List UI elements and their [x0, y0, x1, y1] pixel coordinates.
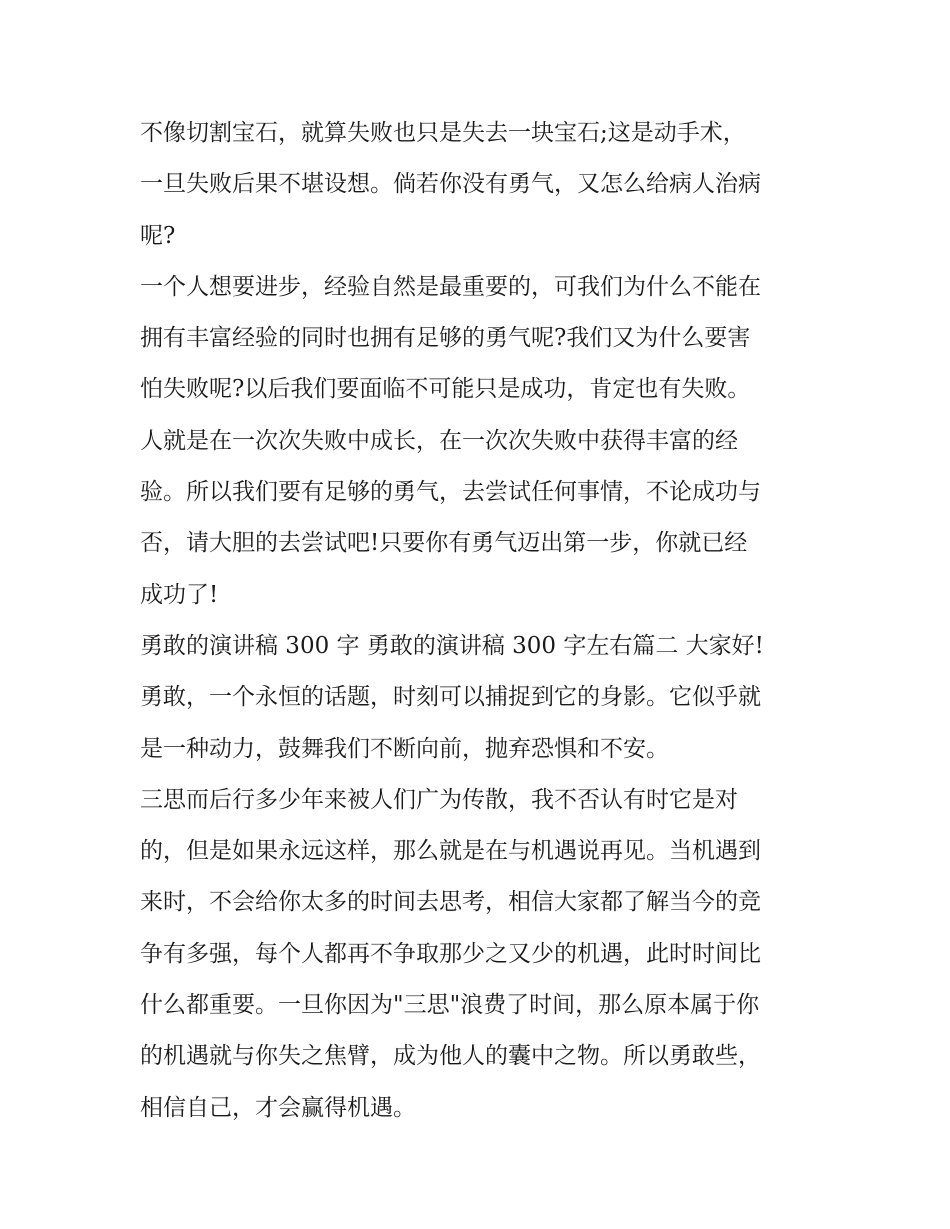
- body-text: [140, 108, 820, 1134]
- text-line: 什么都重要。一旦你因为"三思"浪费了时间，那么原本属于你: [140, 992, 760, 1019]
- text-line: 勇敢，一个永恒的话题，时刻可以捕捉到它的身影。它似乎就: [140, 684, 761, 711]
- text-line: 相信自己，才会赢得机遇。: [140, 1094, 416, 1121]
- text-line: 怕失败呢?以后我们要面临不可能只是成功，肯定也有失败。: [140, 376, 751, 403]
- text-line: 拥有丰富经验的同时也拥有足够的勇气呢?我们又为什么要害: [140, 325, 751, 352]
- text-line: 不像切割宝石，就算失败也只是失去一块宝石;这是动手术，: [140, 120, 746, 146]
- text-line: 的，但是如果永远这样，那么就是在与机遇说再见。当机遇到: [140, 838, 761, 865]
- text-line: 验。所以我们要有足够的勇气，去尝试任何事情，不论成功与: [140, 479, 761, 506]
- text-line: 呢?: [140, 222, 176, 249]
- text-line: 一旦失败后果不堪设想。倘若你没有勇气，又怎么给病人治病: [140, 171, 761, 198]
- text-line: 一个人想要进步，经验自然是最重要的，可我们为什么不能在: [140, 273, 761, 300]
- text-line: 三思而后行多少年来被人们广为传散，我不否认有时它是对: [140, 786, 738, 813]
- text-line: 人就是在一次次失败中成长，在一次次失败中获得丰富的经: [140, 427, 738, 454]
- text-line: 是一种动力，鼓舞我们不断向前，抛弃恐惧和不安。: [140, 735, 669, 762]
- text-line: 来时，不会给你太多的时间去思考，相信大家都了解当今的竞: [140, 889, 761, 916]
- section-heading-line: 勇敢的演讲稿 300 字 勇敢的演讲稿 300 字左右篇二 大家好!: [140, 632, 764, 659]
- text-line: 成功了!: [140, 581, 219, 608]
- text-line: 争有多强，每个人都再不争取那少之又少的机遇，此时时间比: [140, 940, 761, 967]
- text-line: 的机遇就与你失之焦臂，成为他人的囊中之物。所以勇敢些，: [140, 1043, 761, 1070]
- text-line: 否，请大胆的去尝试吧!只要你有勇气迈出第一步，你就已经: [140, 530, 748, 557]
